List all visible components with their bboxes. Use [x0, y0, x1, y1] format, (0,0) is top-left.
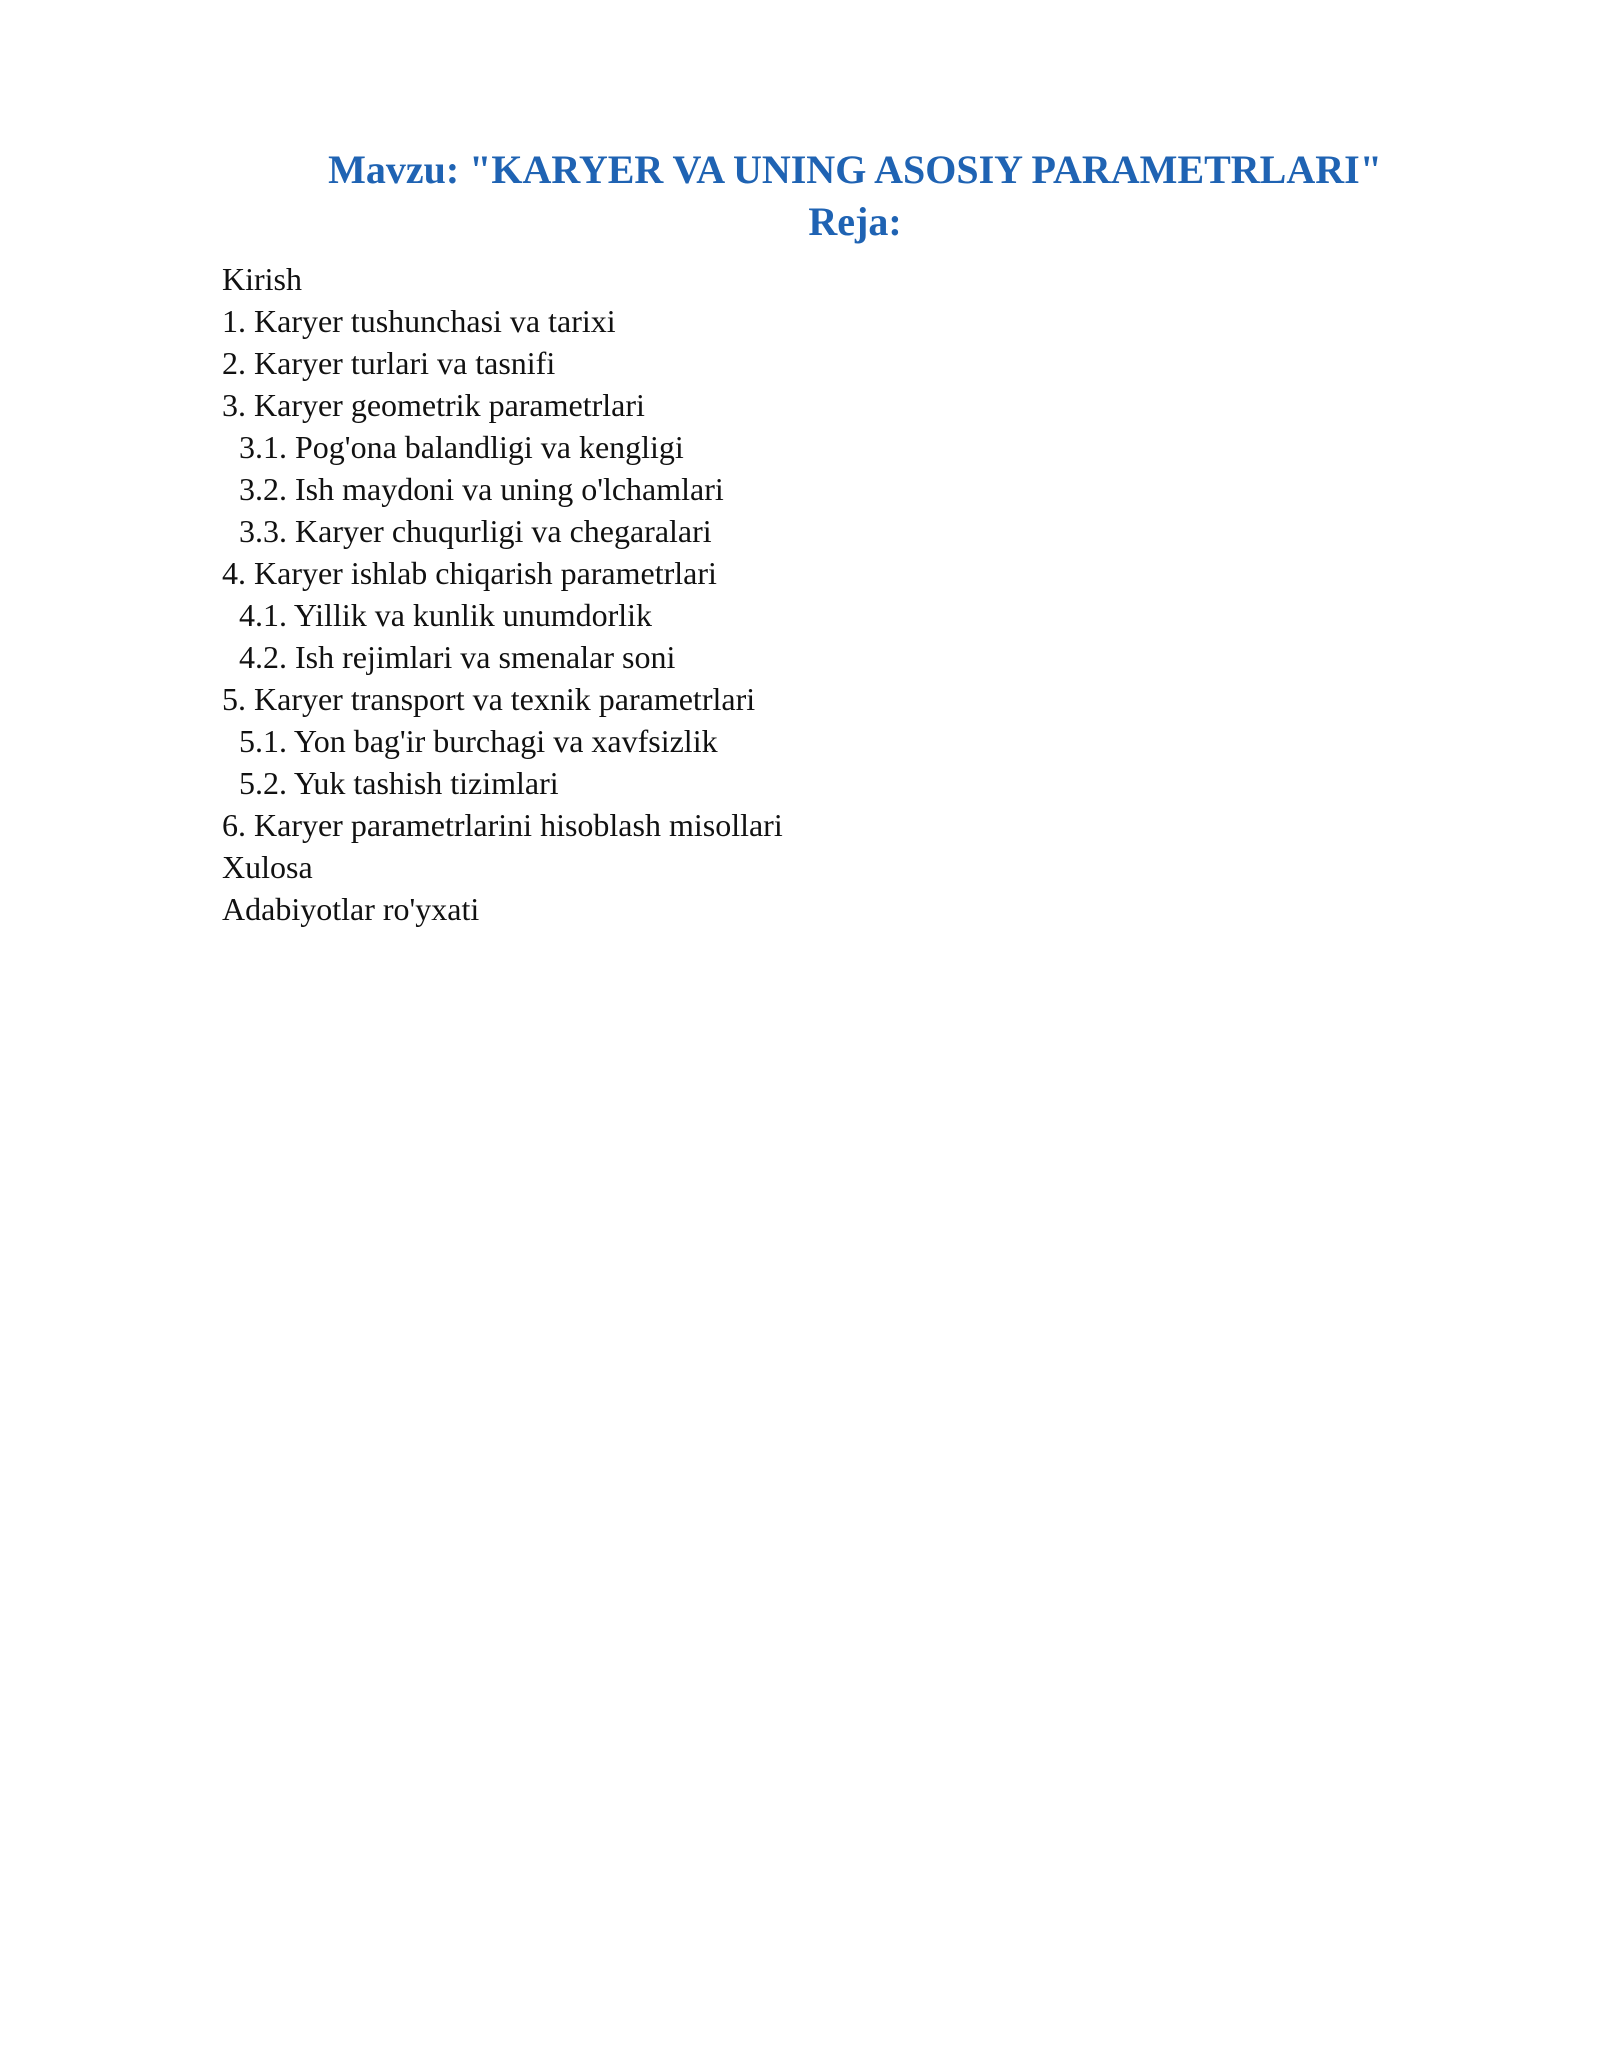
toc-subitem: 3.3. Karyer chuqurligi va chegaralari — [239, 513, 712, 549]
toc-item: 5. Karyer transport va texnik parametrlari — [222, 681, 756, 717]
toc-item: 1. Karyer tushunchasi va tarixi — [222, 303, 616, 339]
plan-heading: Reja: — [808, 199, 902, 244]
toc-item: 4. Karyer ishlab chiqarish parametrlari — [222, 555, 717, 591]
toc-subitem: 5.1. Yon bag'ir burchagi va xavfsizlik — [239, 723, 718, 759]
toc-item: 6. Karyer parametrlarini hisoblash misollari — [222, 807, 783, 843]
toc-subitem: 4.1. Yillik va kunlik unumdorlik — [239, 597, 653, 633]
toc-item: 2. Karyer turlari va tasnifi — [222, 345, 556, 381]
toc-subitem: 3.1. Pog'ona balandligi va kengligi — [239, 429, 684, 465]
toc-subitem: 3.2. Ish maydoni va uning o'lchamlari — [239, 471, 724, 507]
toc-subitem: 5.2. Yuk tashish tizimlari — [239, 765, 559, 801]
toc-item: Xulosa — [222, 849, 313, 885]
table-of-contents — [222, 258, 1322, 930]
title-block — [222, 144, 1488, 248]
toc-item: Kirish — [222, 261, 302, 297]
toc-item: 3. Karyer geometrik parametrlari — [222, 387, 645, 423]
toc-item: Adabiyotlar ro'yxati — [222, 891, 480, 927]
topic-title: Mavzu: "KARYER VA UNING ASOSIY PARAMETRLARI" — [328, 147, 1382, 192]
toc-subitem: 4.2. Ish rejimlari va smenalar soni — [239, 639, 676, 675]
